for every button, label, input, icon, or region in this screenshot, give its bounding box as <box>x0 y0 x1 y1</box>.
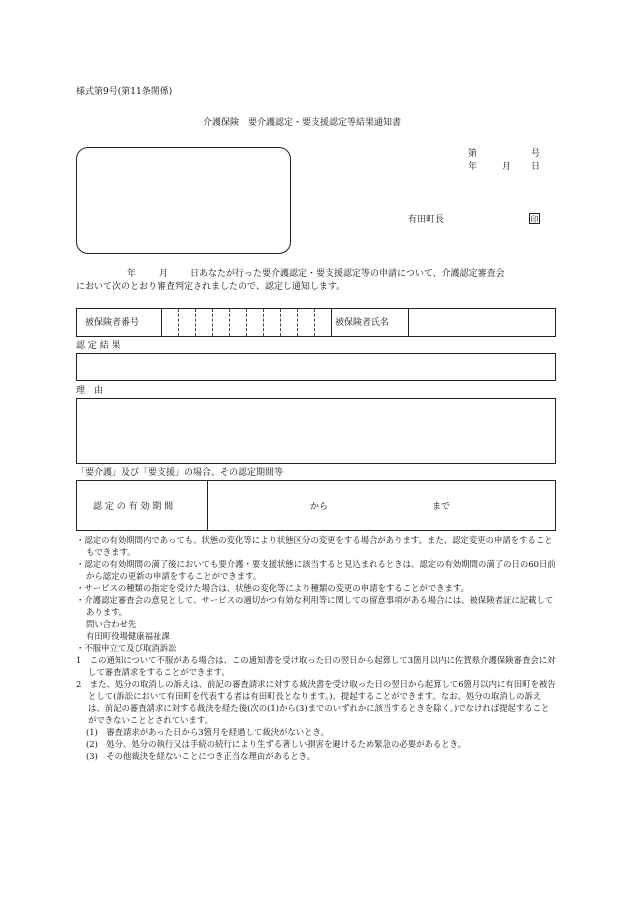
result-field[interactable] <box>76 353 556 381</box>
insured-number-label: 被保険者番号 <box>85 318 140 328</box>
contact-dept: 有田町役場健康福祉課 <box>86 631 170 641</box>
appeal-heading: ・不服申立て及び取消訴訟 <box>76 643 177 653</box>
appeal-sub-item: (1) 審査請求があった日から3箇月を経過して裁決がないとき。 <box>86 727 329 737</box>
date-year: 年 <box>468 162 478 172</box>
reason-field[interactable] <box>76 398 556 464</box>
note-item: ・認定の有効期間内であっても、状態の変化等により状態区分の変更をする場合があります。また、認定変更の申請をすることもできます。 <box>76 535 553 557</box>
address-window <box>76 147 291 254</box>
seal-mark: 印 <box>530 215 539 224</box>
date-day: 日 <box>531 162 541 172</box>
period-table <box>76 480 556 531</box>
period-from: から <box>310 502 329 512</box>
intro-month: 月 <box>159 269 169 279</box>
period-section-label: 「要介護」及び「要支援」の場合、その認定期間等 <box>76 468 284 478</box>
result-label: 認 定 結 果 <box>76 341 121 351</box>
note-item: ・介護認定審査会の意見として、サービスの適切かつ有効な利用等に関しての留意事項がある場合には、被保険者証に記載してあります。 <box>76 595 554 617</box>
doc-number-suffix: 号 <box>531 149 541 159</box>
document-title: 介護保険 要介護認定・要支援認定等結果通知書 <box>203 118 402 128</box>
issuer: 有田町長 <box>408 215 445 225</box>
appeal-sub-item: (2) 処分、処分の執行又は手続の続行により生ずる著しい損害を避けるため緊急の必要があるとき。 <box>86 739 467 749</box>
intro-line1: 日あなたが行った要介護認定・要支援認定等の申請について、介護認定審査会 <box>190 269 505 279</box>
form-number: 様式第9号(第11条関係) <box>76 87 173 97</box>
note-item: ・認定の有効期間の満了後においても要介護・要支援状態に該当すると見込まれるときは、認定の有効期間の満了の日の60日前から認定の更新の申請をすることができます。 <box>76 559 556 581</box>
intro-line2: において次のとおり審査判定されましたので、認定し通知します。 <box>76 282 346 292</box>
reason-label: 理 由 <box>76 386 104 396</box>
appeal-item: 1 この通知について不服がある場合は、この通知書を受け取った日の翌日から起算して3箇月以内に佐賀県介護保険審査会に対して審査請求をすることができます。 <box>76 655 556 677</box>
notes-section <box>76 534 556 762</box>
period-to: まで <box>432 502 451 512</box>
insured-name-label: 被保険者氏名 <box>335 318 390 328</box>
intro-year: 年 <box>127 269 137 279</box>
insured-name-value[interactable] <box>409 309 555 336</box>
date-month: 月 <box>502 162 512 172</box>
period-label: 認 定 の 有 効 期 間 <box>93 502 174 512</box>
doc-number-prefix: 第 <box>468 149 478 159</box>
contact-label: 問い合わせ先 <box>86 619 137 629</box>
insured-table <box>76 308 556 337</box>
appeal-sub-item: (3) その他裁決を経ないことにつき正当な理由があるとき。 <box>86 751 316 761</box>
note-item: ・サービスの種類の指定を受けた場合は、状態の変化等により種類の変更の申請をすることができます。 <box>76 583 469 593</box>
appeal-item: 2 また、処分の取消しの訴えは、前記の審査請求に対する裁決書を受け取った日の翌日から起算して6箇月以内に有田町を被告として(訴訟において有田町を代表する者は有田町長となります。)、提起することができます。なお、処分の取消しの訴えは、前記の審査請求に対する裁決を経た後(次の(1)から(3)までのいずれかに該当するときを除く。)でなければ提起することができないこととされています。 <box>76 679 556 725</box>
